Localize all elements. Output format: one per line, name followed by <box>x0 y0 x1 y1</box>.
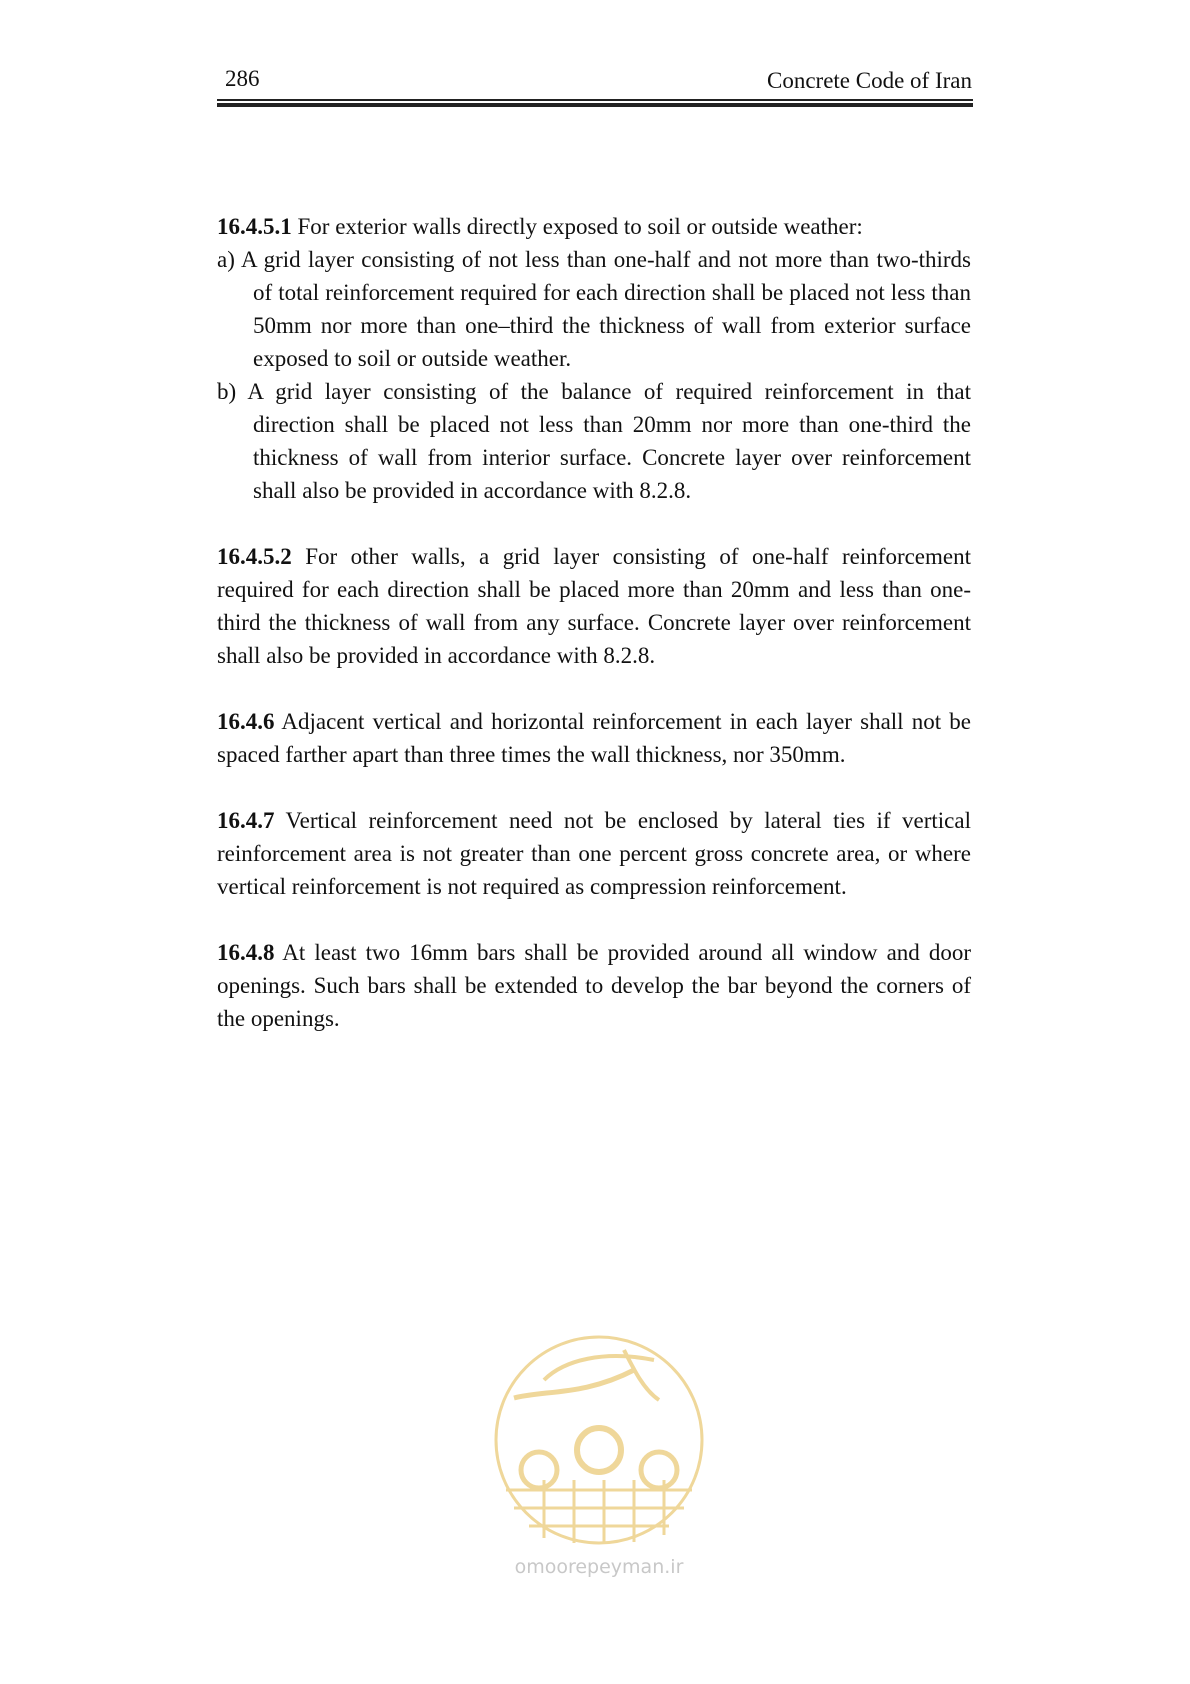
section-16-4-5-1 <box>217 210 971 243</box>
page-header <box>217 60 973 104</box>
header-rule-thick <box>217 103 973 107</box>
section-text: For other walls, a grid layer consisting of one-half reinforcement required for each direction shall be placed more than 20mm and less than one-third the thickness of wall from any surface. Concrete layer over reinforcement shall also be provided in accordance with 8.2.8. <box>217 544 972 668</box>
section-number: 16.4.5.1 <box>217 214 292 239</box>
section-text: Vertical reinforcement need not be enclosed by lateral ties if vertical reinforcement area is not greater than one percent gross concrete area, or where vertical reinforcement is not required as compression reinforcement. <box>217 808 971 899</box>
list-marker: a) <box>217 247 235 272</box>
watermark-logo-icon <box>484 1330 714 1550</box>
section-number: 16.4.6 <box>217 709 275 734</box>
list-item-b <box>217 375 971 507</box>
header-rule-thin <box>217 99 973 101</box>
list-item-a <box>217 243 971 375</box>
section-text: At least two 16mm bars shall be provided around all window and door openings. Such bars shall be extended to develop the bar beyond the corners of the openings. <box>217 940 971 1031</box>
section-number: 16.4.7 <box>217 808 275 833</box>
section-16-4-7 <box>217 804 971 903</box>
list-marker: b) <box>217 379 237 404</box>
section-number: 16.4.8 <box>217 940 275 965</box>
section-16-4-6 <box>217 705 971 771</box>
section-number: 16.4.5.2 <box>217 544 292 569</box>
watermark <box>484 1330 714 1590</box>
section-16-4-8 <box>217 936 971 1035</box>
section-text: For exterior walls directly exposed to soil or outside weather: <box>297 214 863 239</box>
section-text: Adjacent vertical and horizontal reinforcement in each layer shall not be spaced farther apart than three times the wall thickness, nor 350mm. <box>217 709 971 767</box>
page-number: 286 <box>225 66 260 91</box>
list-item-text: A grid layer consisting of not less than one-half and not more than two-thirds of total reinforcement required for each direction shall be placed not less than 50mm nor more than one–third the thickness of wall from exterior surface exposed to soil or outside weather. <box>240 247 972 371</box>
watermark-caption: omoorepeyman.ir <box>514 1556 684 1578</box>
page-content <box>217 210 971 1068</box>
list-item-text: A grid layer consisting of the balance of required reinforcement in that direction shall be placed not less than 20mm nor more than one-third the thickness of wall from interior surface. Concrete layer over reinforcement shall also be provided in accordance with 8.2.8. <box>247 379 971 503</box>
running-title: Concrete Code of Iran <box>766 68 972 93</box>
section-16-4-5-2 <box>217 540 971 672</box>
